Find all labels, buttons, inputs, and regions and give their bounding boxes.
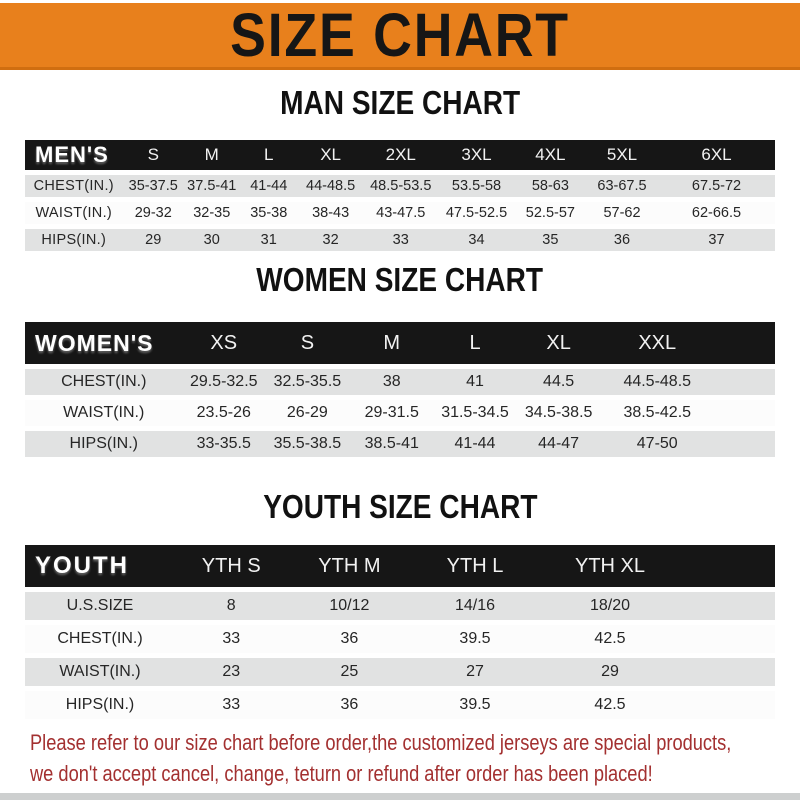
size-value: 38.5-41: [350, 429, 434, 460]
order-policy-note: [30, 727, 790, 789]
women-column-header: XL: [516, 322, 601, 367]
men-chest-row: [25, 173, 775, 200]
size-value: 44.5-48.5: [601, 367, 714, 398]
women-waist-row: [25, 398, 775, 429]
policy-line-2: we don't accept cancel, change, teturn or refund after order has been placed!: [30, 761, 653, 786]
size-value: 44-48.5: [298, 173, 363, 200]
men-hips-row: [25, 227, 775, 254]
women-column-header: L: [434, 322, 517, 367]
size-value: 47-50: [601, 429, 714, 460]
youth-heading-text: YOUTH SIZE CHART: [262, 488, 538, 525]
size-value: 34: [438, 227, 515, 254]
size-value: 26-29: [265, 398, 350, 429]
size-value: 47.5-52.5: [438, 200, 515, 227]
men-column-header: L: [240, 140, 299, 173]
size-value: 33: [363, 227, 438, 254]
size-value: 29-32: [123, 200, 185, 227]
men-column-header: 3XL: [438, 140, 515, 173]
women-section-heading: [0, 263, 800, 297]
size-value: 35-37.5: [123, 173, 185, 200]
banner-title: SIZE CHART: [230, 1, 570, 69]
men-column-header: XL: [298, 140, 363, 173]
size-value: 44-47: [516, 429, 601, 460]
spacer-cell: [714, 322, 776, 367]
size-value: 35: [515, 227, 586, 254]
size-value: 32: [298, 227, 363, 254]
size-value: 62-66.5: [658, 200, 775, 227]
size-value: 42.5: [539, 623, 682, 656]
youth-column-header: YTH M: [288, 545, 412, 590]
size-value: 44.5: [516, 367, 601, 398]
women-size-table: [25, 322, 775, 462]
size-value: 23.5-26: [183, 398, 266, 429]
row-label: WAIST(IN.): [25, 656, 175, 689]
men-column-header: 4XL: [515, 140, 586, 173]
size-value: 35-38: [240, 200, 299, 227]
size-value: 35.5-38.5: [265, 429, 350, 460]
size-chart-banner: [0, 3, 800, 70]
size-value: 31: [240, 227, 299, 254]
size-value: 8: [175, 590, 288, 623]
size-value: 52.5-57: [515, 200, 586, 227]
size-value: 39.5: [411, 689, 539, 722]
women-header-row: [25, 322, 775, 367]
spacer-cell: [681, 656, 775, 689]
man-heading-text: MAN SIZE CHART: [280, 84, 520, 121]
youth-column-header: YTH L: [411, 545, 539, 590]
size-value: 31.5-34.5: [434, 398, 517, 429]
youth-column-header: YTH S: [175, 545, 288, 590]
row-label: CHEST(IN.): [25, 173, 123, 200]
women-column-header: XXL: [601, 322, 714, 367]
size-value: 58-63: [515, 173, 586, 200]
size-value: 36: [288, 689, 412, 722]
row-label: U.S.SIZE: [25, 590, 175, 623]
size-value: 30: [184, 227, 240, 254]
men-waist-row: [25, 200, 775, 227]
size-value: 29: [539, 656, 682, 689]
size-value: 18/20: [539, 590, 682, 623]
women-chest-row: [25, 367, 775, 398]
size-value: 36: [586, 227, 658, 254]
size-value: 53.5-58: [438, 173, 515, 200]
men-column-header: 6XL: [658, 140, 775, 173]
youth-section-heading: [0, 490, 800, 524]
row-label: HIPS(IN.): [25, 689, 175, 722]
size-value: 10/12: [288, 590, 412, 623]
size-value: 43-47.5: [363, 200, 438, 227]
men-header-row: [25, 140, 775, 173]
women-column-header: S: [265, 322, 350, 367]
size-value: 27: [411, 656, 539, 689]
size-value: 14/16: [411, 590, 539, 623]
youth-column-header: YTH XL: [539, 545, 682, 590]
bottom-divider: [0, 793, 800, 800]
row-label: WAIST(IN.): [25, 398, 183, 429]
man-section-heading: [0, 86, 800, 120]
size-value: 38.5-42.5: [601, 398, 714, 429]
men-size-table: [25, 140, 775, 256]
women-hips-row: [25, 429, 775, 460]
size-value: 37.5-41: [184, 173, 240, 200]
youth-waist-row: [25, 656, 775, 689]
size-value: 32-35: [184, 200, 240, 227]
men-column-header: 5XL: [586, 140, 658, 173]
size-value: 57-62: [586, 200, 658, 227]
size-value: 37: [658, 227, 775, 254]
policy-line-1: Please refer to our size chart before order,the customized jerseys are special products,: [30, 730, 732, 755]
size-value: 63-67.5: [586, 173, 658, 200]
men-column-header: 2XL: [363, 140, 438, 173]
size-value: 38-43: [298, 200, 363, 227]
size-value: 41-44: [240, 173, 299, 200]
size-value: 36: [288, 623, 412, 656]
size-value: 33: [175, 623, 288, 656]
size-value: 48.5-53.5: [363, 173, 438, 200]
size-value: 29: [123, 227, 185, 254]
spacer-cell: [714, 398, 776, 429]
women-heading-text: WOMEN SIZE CHART: [256, 261, 544, 298]
youth-header-row: [25, 545, 775, 590]
youth-size-table: [25, 545, 775, 724]
size-value: 41: [434, 367, 517, 398]
men-column-header: S: [123, 140, 185, 173]
row-label: HIPS(IN.): [25, 429, 183, 460]
row-label: CHEST(IN.): [25, 623, 175, 656]
row-label: WAIST(IN.): [25, 200, 123, 227]
size-value: 29.5-32.5: [183, 367, 266, 398]
women-header-label: WOMEN'S: [25, 322, 183, 367]
size-value: 67.5-72: [658, 173, 775, 200]
size-value: 41-44: [434, 429, 517, 460]
women-column-header: M: [350, 322, 434, 367]
youth-header-label: YOUTH: [25, 545, 175, 590]
size-value: 23: [175, 656, 288, 689]
youth-chest-row: [25, 623, 775, 656]
women-column-header: XS: [183, 322, 266, 367]
youth-ussize-row: [25, 590, 775, 623]
size-value: 38: [350, 367, 434, 398]
spacer-cell: [681, 623, 775, 656]
size-value: 33: [175, 689, 288, 722]
spacer-cell: [714, 367, 776, 398]
size-value: 42.5: [539, 689, 682, 722]
size-value: 25: [288, 656, 412, 689]
spacer-cell: [681, 590, 775, 623]
spacer-cell: [681, 689, 775, 722]
size-value: 33-35.5: [183, 429, 266, 460]
size-value: 32.5-35.5: [265, 367, 350, 398]
row-label: CHEST(IN.): [25, 367, 183, 398]
size-value: 39.5: [411, 623, 539, 656]
size-value: 29-31.5: [350, 398, 434, 429]
men-column-header: M: [184, 140, 240, 173]
size-value: 34.5-38.5: [516, 398, 601, 429]
row-label: HIPS(IN.): [25, 227, 123, 254]
spacer-cell: [681, 545, 775, 590]
youth-hips-row: [25, 689, 775, 722]
men-header-label: MEN'S: [25, 140, 123, 173]
spacer-cell: [714, 429, 776, 460]
